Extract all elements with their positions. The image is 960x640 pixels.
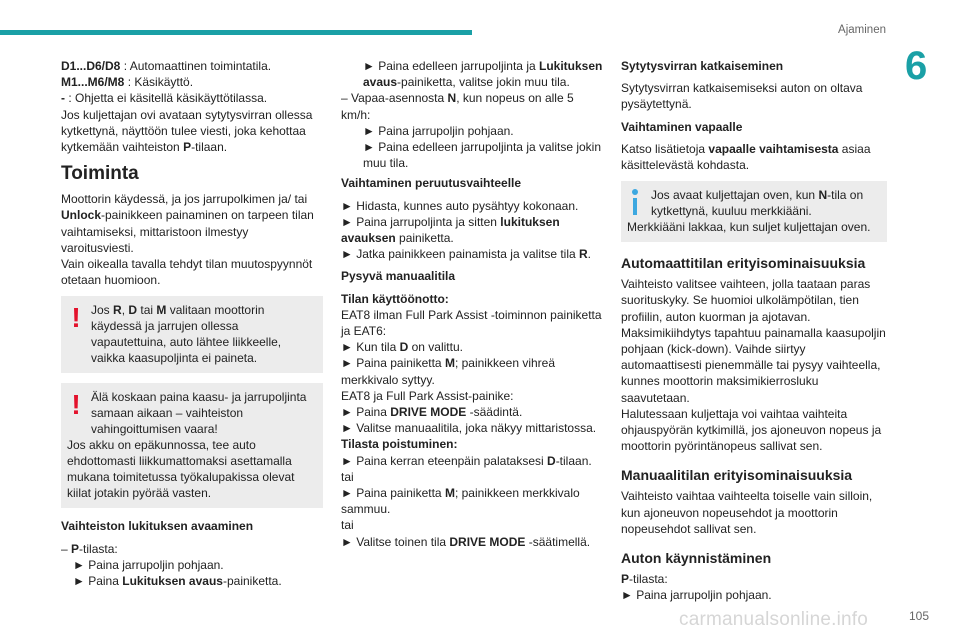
start-step-2: ► Paina jarrupoljin pohjaan.	[621, 588, 772, 603]
info-box	[621, 181, 887, 242]
heading-start: Auton käynnistäminen	[621, 550, 772, 567]
mode-line-na: - : Ohjetta ei käsitellä käsikäyttötilassa.	[61, 91, 268, 106]
info-icon	[631, 189, 639, 215]
paragraph-operation: Moottorin käydessä, ja jos jarrupolkimen ja/ tai Unlock-painikkeen painaminen on tarpeen tilan vaihtamiseksi, mittaristoon ilmestyy varoitusviesti.	[61, 192, 314, 255]
watermark: carmanualsonline.info	[679, 609, 869, 630]
column-middle	[341, 58, 603, 550]
paragraph-auto-2: Maksimikiihdytys tapahtuu painamalla kaasupoljin pohjaan (kick-down). Vaihde siirtyy automaattisesti pienemmälle tai pysyy vaihteella, kunnes moottorin maksimikierrosluku saavutetaan.	[621, 325, 886, 405]
start-step-1: P-tilasta:	[621, 572, 668, 587]
heading-reverse: Vaihtaminen peruutusvaihteelle	[341, 176, 522, 191]
neutral-step-1: – Vapaa-asennosta N, kun nopeus on alle 5 km/h:	[341, 91, 574, 122]
warning-text-2a: Älä koskaan paina kaasu- ja jarrupoljinta samaan aikaan – vaihteiston vahingoittumisen vaara!	[91, 390, 307, 437]
mode-line-auto: D1...D6/D8 : Automaattinen toimintatila.	[61, 59, 272, 73]
heading-manual-mode: Pysyvä manuaalitila	[341, 269, 456, 284]
paragraph-manual: Vaihteisto vaihtaa vaihteelta toiselle vain silloin, kun ajoneuvon nopeusehdot ja moottorin nopeusehdot sallivat sen.	[621, 489, 873, 536]
heading-manual-features: Manuaalitilan erityisominaisuuksia	[621, 467, 853, 484]
manual-step-9: ► Valitse toinen tila DRIVE MODE -säätimellä.	[341, 534, 591, 549]
manual-step-7: ► Paina kerran eteenpäin palataksesi D-tilaan.	[341, 453, 592, 468]
warning-box-1	[61, 296, 323, 373]
or-text: tai	[341, 469, 354, 484]
heading-ignition-off: Sytytysvirran katkaiseminen	[621, 59, 784, 73]
paragraph-door-open: Jos kuljettajan ovi avataan sytytysvirran ollessa kytkettynä, näyttöön tulee viesti, joka kehottaa kytkemään vaihteiston P-tilaan.	[61, 107, 313, 155]
manual-step-3: ► Paina painiketta M; painikkeen vihreä merkkivalo syttyy.	[341, 356, 556, 387]
manual-step-4: EAT8 ja Full Park Assist-painike:	[341, 388, 514, 403]
column-right	[621, 58, 887, 603]
unlock-step-1: – P-tilasta:	[61, 541, 118, 556]
mode-line-manual: M1...M6/M8 : Käsikäyttö.	[61, 75, 194, 90]
section-title: Ajaminen	[838, 24, 886, 36]
paragraph-requests: Vain oikealla tavalla tehdyt tilan muutospyynnöt otetaan huomioon.	[61, 257, 313, 288]
heading-neutral: Vaihtaminen vapaalle	[621, 119, 743, 134]
paragraph-neutral: Katso lisätietoja vapaalle vaihtamisesta asiaa käsittelevästä kohdasta.	[621, 141, 871, 173]
header-accent-bar	[0, 30, 472, 35]
manual-off-label: Tilasta poistuminen:	[341, 437, 458, 452]
warning-text-1: Jos R, D tai M valitaan moottorin käydessä ja jarrujen ollessa vapautettuina, auto lähtee liikkeelle, vaikka kaasupoljinta ei paineta.	[91, 303, 282, 366]
warning-box-2	[61, 383, 323, 508]
neutral-step-2: ► Paina jarrupoljin pohjaan.	[363, 123, 514, 138]
heading-auto-mode: Automaattitilan erityisominaisuuksia	[621, 255, 866, 272]
warning-icon: !	[71, 389, 81, 421]
page-number: 105	[909, 609, 930, 623]
reverse-step-3: ► Jatka painikkeen painamista ja valitse tila R.	[341, 247, 592, 262]
heading-toiminta: Toiminta	[61, 163, 139, 185]
info-text-1: Jos avaat kuljettajan oven, kun N-tila on kytkettynä, kuuluu merkkiääni.	[651, 188, 864, 219]
unlock-step-3: ► Paina Lukituksen avaus-painiketta.	[73, 574, 282, 589]
unlock-step-2: ► Paina jarrupoljin pohjaan.	[73, 557, 224, 572]
info-text-2: Merkkiääni lakkaa, kun suljet kuljettajan oven.	[627, 220, 871, 235]
paragraph-auto-1: Vaihteisto valitsee vaihteen, jolla taataan paras suorituskyky. Se huomioi ulkolämpötilan, tien profiilin, auton kuorman ja ajotavan.	[621, 277, 871, 324]
manual-on-label: Tilan käyttöönotto:	[341, 291, 449, 306]
chapter-number: 6	[905, 44, 928, 88]
reverse-step-1: ► Hidasta, kunnes auto pysähtyy kokonaan.	[341, 198, 579, 213]
manual-step-5: ► Paina DRIVE MODE -säädintä.	[341, 405, 523, 420]
or-text: tai	[341, 518, 354, 533]
unlock-step-4: ► Paina edelleen jarrupoljinta ja Lukituksen avaus-painiketta, valitse jokin muu tila.	[363, 59, 603, 90]
paragraph-auto-3: Halutessaan kuljettaja voi vaihtaa vaihteita ohjauspyörän kytkimillä, jos ajoneuvon nopeus ja moottorin pyörintänopeus sallivat sen.	[621, 406, 882, 454]
warning-icon: !	[71, 302, 81, 334]
neutral-step-3: ► Paina edelleen jarrupoljinta ja valitse jokin muu tila.	[363, 140, 602, 171]
manual-step-1: EAT8 ilman Full Park Assist -toiminnon painiketta ja EAT6:	[341, 307, 602, 339]
heading-unlock: Vaihteiston lukituksen avaaminen	[61, 519, 254, 534]
column-left	[61, 58, 323, 589]
warning-text-2b: Jos akku on epäkunnossa, tee auto ehdottomasti liikkumattomaksi asettamalla mukana toimitetussa työkalupakissa olevat kiilat jotakin pyörää vasten.	[67, 438, 295, 501]
manual-step-6: ► Valitse manuaalitila, joka näkyy mittaristossa.	[341, 421, 597, 436]
manual-step-2: ► Kun tila D on valittu.	[341, 340, 463, 355]
reverse-step-2: ► Paina jarrupoljinta ja sitten lukituksen avauksen painiketta.	[341, 214, 560, 246]
paragraph-ignition: Sytytysvirran katkaisemiseksi auton on oltava pysäytettynä.	[621, 81, 863, 112]
manual-step-8: ► Paina painiketta M; painikkeen merkkivalo sammuu.	[341, 486, 580, 517]
